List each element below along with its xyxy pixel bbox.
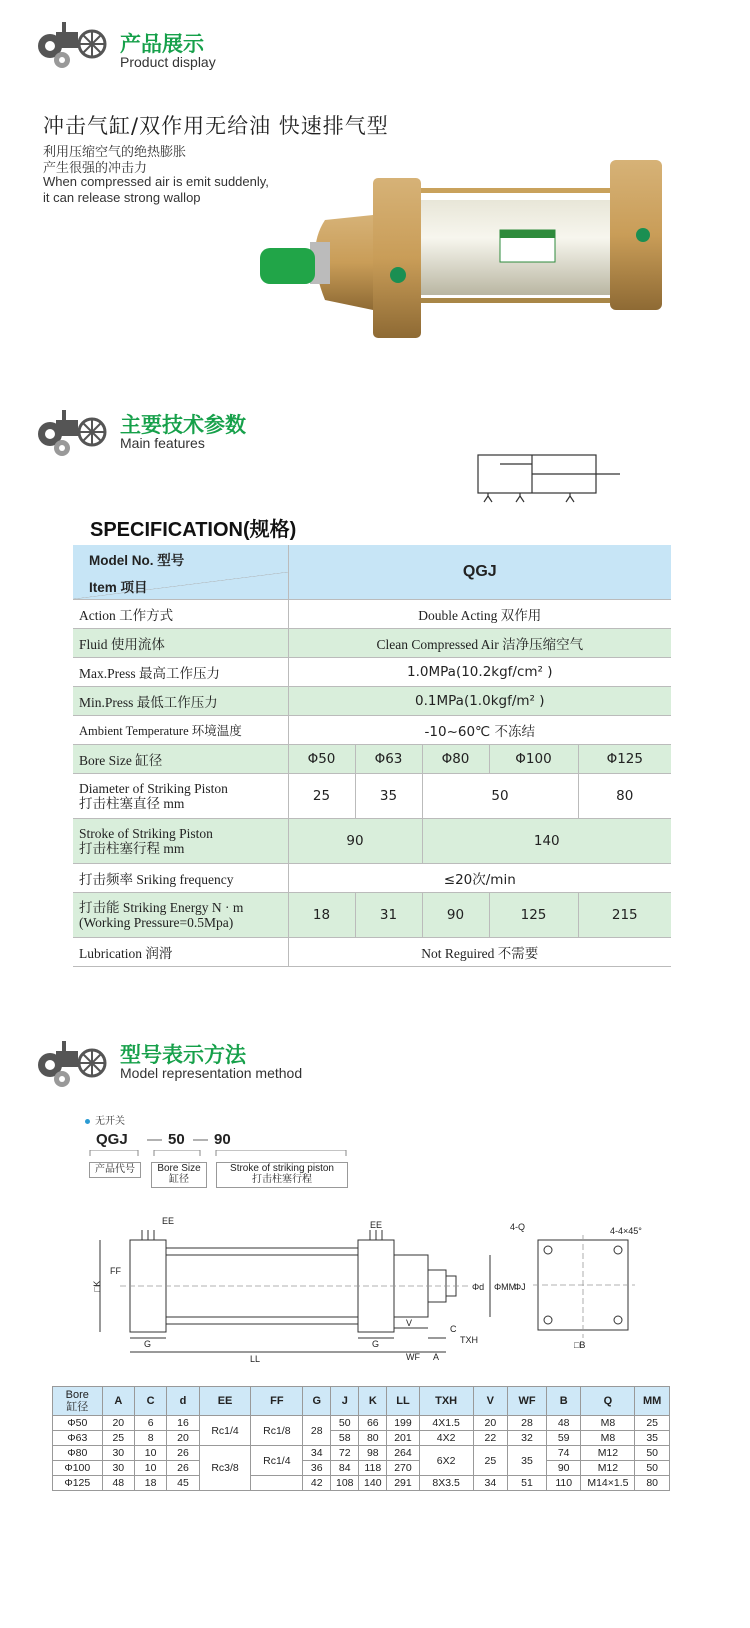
drawing-label-j: ΦJ: [514, 1282, 526, 1292]
drawing-label-wf: WF: [406, 1352, 420, 1362]
drawing-label-ff: FF: [110, 1266, 121, 1276]
spec-table: [73, 545, 671, 967]
product-desc-cn-1: 利用压缩空气的绝热膨胀: [43, 144, 187, 159]
dim-header: A: [102, 1387, 134, 1416]
dim-cell: 72: [331, 1446, 359, 1461]
dim-cell: 42: [303, 1476, 331, 1491]
dim-header: MM: [635, 1387, 670, 1416]
dim-cell: 110: [546, 1476, 581, 1491]
dim-cell: M12: [581, 1461, 635, 1476]
dim-cell: 34: [473, 1476, 508, 1491]
dim-cell: 20: [473, 1416, 508, 1431]
dim-cell: 59: [546, 1431, 581, 1446]
dim-cell: 28: [508, 1416, 547, 1431]
dim-cell: 291: [387, 1476, 419, 1491]
spec-value: ≤20次/min: [288, 864, 671, 893]
dim-header-row: [53, 1387, 670, 1416]
section-subtitle-features: Main features: [120, 435, 205, 451]
spec-cell: 31: [355, 893, 422, 938]
dim-header: C: [134, 1387, 166, 1416]
dim-cell: 28: [303, 1416, 331, 1446]
spec-cell: 50: [422, 774, 578, 819]
dim-header: G: [303, 1387, 331, 1416]
dim-row: [53, 1446, 670, 1461]
product-desc-en-2: it can release strong wallop: [43, 190, 201, 205]
dim-cell: Φ125: [53, 1476, 103, 1491]
spec-cell: 90: [288, 819, 422, 864]
spec-cell: 90: [422, 893, 489, 938]
drawing-label-v: V: [406, 1318, 413, 1328]
dim-cell: 18: [134, 1476, 166, 1491]
spec-label: Fluid 使用流体: [73, 629, 288, 658]
spec-row-temperature: [73, 716, 671, 745]
dim-cell: 10: [134, 1461, 166, 1476]
section-subtitle-model: Model representation method: [120, 1065, 303, 1081]
drawing-label-g: G: [144, 1339, 152, 1349]
model-code-box-bore-en: Bore Size: [157, 1163, 201, 1174]
dim-header: TXH: [419, 1387, 473, 1416]
spec-label: Lubrication 润滑: [73, 938, 288, 967]
dim-header: d: [167, 1387, 199, 1416]
spec-cell: 125: [489, 893, 578, 938]
dim-cell: Rc3/8: [199, 1446, 251, 1491]
spec-label: Max.Press 最高工作压力: [73, 658, 288, 687]
dim-cell: 74: [546, 1446, 581, 1461]
model-code-dash: —: [193, 1131, 208, 1148]
spec-label-cn: 打击柱塞行程 mm: [79, 841, 185, 856]
dim-header: J: [331, 1387, 359, 1416]
dim-cell: 4X2: [419, 1431, 473, 1446]
dim-cell: M12: [581, 1446, 635, 1461]
dim-cell: 51: [508, 1476, 547, 1491]
spec-label-cn: 打击能 Striking Energy N · m: [79, 900, 244, 915]
dim-cell: Rc1/4: [199, 1416, 251, 1446]
spec-value: 1.0MPa(10.2kgf/cm² ): [288, 658, 671, 687]
spec-label-en: (Working Pressure=0.5Mpa): [79, 915, 234, 930]
model-code-prefix: QGJ: [96, 1131, 128, 1148]
model-code-box-stroke: [216, 1162, 348, 1188]
dim-cell: 50: [331, 1416, 359, 1431]
dim-cell: 140: [359, 1476, 387, 1491]
spec-header-model: Model No. 型号: [73, 545, 288, 572]
section-title-product: 产品展示: [120, 32, 204, 56]
spec-row-energy: [73, 893, 671, 938]
dim-row: [53, 1416, 670, 1431]
spec-bore-cell: Φ80: [422, 745, 489, 774]
dim-cell: 108: [331, 1476, 359, 1491]
dim-cell: 264: [387, 1446, 419, 1461]
dim-cell: 80: [359, 1431, 387, 1446]
dim-cell: 50: [635, 1461, 670, 1476]
dim-cell: 35: [508, 1446, 547, 1476]
spec-row-stroke: [73, 819, 671, 864]
spec-value: 0.1MPa(1.0kgf/m² ): [288, 687, 671, 716]
dim-cell: 58: [331, 1431, 359, 1446]
dim-cell: 270: [387, 1461, 419, 1476]
dim-cell: [251, 1476, 303, 1491]
gear-logo-icon: [34, 404, 112, 458]
dim-cell: 84: [331, 1461, 359, 1476]
spec-label: [73, 819, 288, 864]
spec-label: Ambient Temperature 环境温度: [73, 716, 288, 745]
dim-cell: M8: [581, 1431, 635, 1446]
spec-bore-cell: Φ100: [489, 745, 578, 774]
dim-cell: 6X2: [419, 1446, 473, 1476]
spec-label-en: Diameter of Striking Piston: [79, 781, 228, 796]
spec-cell: 215: [578, 893, 671, 938]
spec-header-row: [73, 545, 671, 572]
dim-cell: Φ80: [53, 1446, 103, 1461]
dim-header: B: [546, 1387, 581, 1416]
spec-value: Clean Compressed Air 洁净压缩空气: [288, 629, 671, 658]
dim-row: [53, 1461, 670, 1476]
spec-value: -10~60℃ 不冻结: [288, 716, 671, 745]
dim-cell: 25: [635, 1416, 670, 1431]
drawing-label-ee-rear: EE: [370, 1220, 383, 1230]
dim-header: EE: [199, 1387, 251, 1416]
drawing-label-q: 4-Q: [510, 1222, 526, 1232]
spec-row-max-press: [73, 658, 671, 687]
dim-cell: 98: [359, 1446, 387, 1461]
dim-cell: 48: [546, 1416, 581, 1431]
section-title-features: 主要技术参数: [120, 413, 246, 437]
drawing-label-ll: LL: [250, 1354, 261, 1364]
dim-cell: 8: [134, 1431, 166, 1446]
spec-row-frequency: [73, 864, 671, 893]
dim-cell: 32: [508, 1431, 547, 1446]
spec-cell: 35: [355, 774, 422, 819]
dim-header: Q: [581, 1387, 635, 1416]
spec-label: 打击频率 Sriking frequency: [73, 864, 288, 893]
dim-cell: 80: [635, 1476, 670, 1491]
dim-cell: 90: [546, 1461, 581, 1476]
dim-cell: Φ100: [53, 1461, 103, 1476]
spec-row-fluid: [73, 629, 671, 658]
spec-model-value: QGJ: [288, 545, 671, 600]
model-code-box-stroke-en: Stroke of striking piston: [230, 1163, 334, 1174]
model-code-dash: —: [147, 1131, 162, 1148]
dim-header: K: [359, 1387, 387, 1416]
drawing-label-chamfer: 4-4×45°: [610, 1226, 642, 1236]
dimension-drawing: [90, 1210, 690, 1370]
dim-cell: 8X3.5: [419, 1476, 473, 1491]
spec-label: [73, 893, 288, 938]
section-subtitle-product: Product display: [120, 54, 216, 70]
spec-bore-cell: Φ50: [288, 745, 355, 774]
cylinder-symbol-diagram: [470, 450, 630, 510]
drawing-label-k: □K: [92, 1280, 102, 1292]
spec-cell: 25: [288, 774, 355, 819]
dim-cell: 201: [387, 1431, 419, 1446]
model-switch-label: 无开关: [95, 1116, 125, 1127]
dim-header: WF: [508, 1387, 547, 1416]
section-title-model: 型号表示方法: [120, 1043, 246, 1067]
dim-cell: 26: [167, 1461, 199, 1476]
spec-header-item: Item 项目: [73, 572, 288, 600]
spec-row-diameter: [73, 774, 671, 819]
dim-cell: 45: [167, 1476, 199, 1491]
dim-header: FF: [251, 1387, 303, 1416]
spec-label: [73, 774, 288, 819]
dim-cell: Rc1/4: [251, 1446, 303, 1476]
dim-header-bore-en: Bore: [65, 1389, 89, 1401]
spec-value: Not Reguired 不需要: [288, 938, 671, 967]
spec-row-bore: [73, 745, 671, 774]
dim-cell: M8: [581, 1416, 635, 1431]
dim-row: [53, 1431, 670, 1446]
spec-row-action: [73, 600, 671, 629]
dim-cell: 25: [102, 1431, 134, 1446]
dim-header: LL: [387, 1387, 419, 1416]
drawing-label-ee: EE: [162, 1216, 175, 1226]
dim-cell: 26: [167, 1446, 199, 1461]
dim-row: [53, 1476, 670, 1491]
model-code-connectors: [88, 1150, 350, 1160]
bullet-dot-icon: [85, 1119, 90, 1124]
spec-label-cn: 打击柱塞直径 mm: [79, 796, 185, 811]
model-code-stroke: 90: [214, 1131, 231, 1148]
dim-cell: 30: [102, 1446, 134, 1461]
model-code-box-bore-cn: 缸径: [169, 1174, 189, 1185]
dim-cell: 4X1.5: [419, 1416, 473, 1431]
dim-cell: Rc1/8: [251, 1416, 303, 1446]
drawing-label-txh: TXH: [460, 1335, 478, 1345]
dimension-table: [52, 1386, 670, 1491]
dim-cell: 16: [167, 1416, 199, 1431]
dim-cell: 6: [134, 1416, 166, 1431]
model-code-box-bore: [151, 1162, 207, 1188]
drawing-label-b: □B: [574, 1340, 586, 1350]
dim-cell: 22: [473, 1431, 508, 1446]
drawing-label-g-rear: G: [372, 1339, 380, 1349]
cylinder-product-image: [255, 150, 670, 345]
spec-bore-cell: Φ63: [355, 745, 422, 774]
product-title: 冲击气缸/双作用无给油 快速排气型: [43, 114, 389, 138]
dim-cell: 118: [359, 1461, 387, 1476]
drawing-label-d: Φd: [472, 1282, 485, 1292]
dim-cell: 35: [635, 1431, 670, 1446]
dim-header-bore: [53, 1387, 103, 1416]
gear-logo-icon: [34, 1035, 112, 1089]
spec-bore-cell: Φ125: [578, 745, 671, 774]
drawing-label-a: A: [433, 1352, 440, 1362]
spec-label: Action 工作方式: [73, 600, 288, 629]
dim-cell: 30: [102, 1461, 134, 1476]
dim-header: V: [473, 1387, 508, 1416]
drawing-label-mm: ΦMM: [494, 1282, 517, 1292]
gear-logo-icon: [34, 16, 112, 70]
dim-cell: Φ63: [53, 1431, 103, 1446]
spec-cell: 140: [422, 819, 671, 864]
dim-cell: 50: [635, 1446, 670, 1461]
dim-cell: 20: [167, 1431, 199, 1446]
dim-cell: 25: [473, 1446, 508, 1476]
spec-value: Double Acting 双作用: [288, 600, 671, 629]
model-code-box-stroke-cn: 打击柱塞行程: [252, 1174, 312, 1185]
spec-label: Bore Size 缸径: [73, 745, 288, 774]
dim-cell: 199: [387, 1416, 419, 1431]
drawing-label-c: C: [450, 1324, 457, 1334]
dim-cell: 66: [359, 1416, 387, 1431]
dim-header-bore-cn: 缸径: [66, 1401, 89, 1413]
spec-cell: 18: [288, 893, 355, 938]
product-desc-cn-2: 产生很强的冲击力: [43, 160, 148, 175]
spec-title: SPECIFICATION(规格): [90, 519, 297, 541]
model-code-bore: 50: [168, 1131, 185, 1148]
spec-row-lubrication: [73, 938, 671, 967]
dim-cell: M14×1.5: [581, 1476, 635, 1491]
spec-label: Min.Press 最低工作压力: [73, 687, 288, 716]
dim-cell: Φ50: [53, 1416, 103, 1431]
spec-row-min-press: [73, 687, 671, 716]
product-desc-en-1: When compressed air is emit suddenly,: [43, 174, 269, 189]
model-code-box-product: 产品代号: [89, 1162, 141, 1178]
dim-cell: 34: [303, 1446, 331, 1461]
spec-cell: 80: [578, 774, 671, 819]
dim-cell: 20: [102, 1416, 134, 1431]
dim-cell: 36: [303, 1461, 331, 1476]
spec-label-en: Stroke of Striking Piston: [79, 826, 213, 841]
dim-cell: 48: [102, 1476, 134, 1491]
dim-cell: 10: [134, 1446, 166, 1461]
